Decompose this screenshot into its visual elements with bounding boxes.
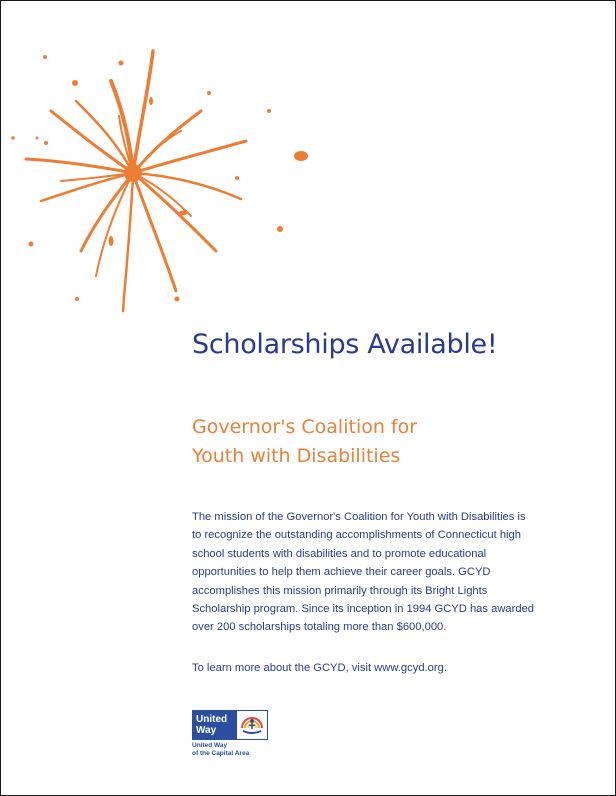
mission-line: school students with disabilities and to promote educational (192, 547, 487, 560)
organization-name-line-2: Youth with Disabilities (192, 445, 401, 467)
united-way-logo-box (192, 710, 268, 740)
united-way-subtitle (192, 742, 268, 757)
logo-word-way: Way (196, 725, 217, 736)
learn-more-text: To learn more about the GCYD, visit www.gcyd.org. (192, 662, 447, 674)
mission-line: opportunities to help them achieve their career goals. GCYD (192, 566, 491, 579)
logo-word-united: United (196, 714, 228, 725)
orange-splash-burst-graphic (1, 1, 361, 341)
mission-paragraph (192, 508, 535, 637)
logo-subtitle-line-2: of the Capital Area (192, 749, 250, 757)
mission-line: to recognize the outstanding accomplishments of Connecticut high (192, 529, 521, 542)
headline: Scholarships Available! (192, 329, 498, 360)
logo-subtitle-line-1: United Way (192, 742, 228, 749)
united-way-hand-rainbow-icon (237, 711, 267, 739)
united-way-logo (192, 710, 268, 757)
united-way-wordmark (193, 711, 237, 739)
organization-name (192, 413, 417, 471)
organization-name-line-1: Governor's Coalition for (192, 416, 418, 438)
mission-line: accomplishes this mission primarily through its Bright Lights (192, 584, 488, 597)
mission-line: over 200 scholarships totaling more than $600,000. (192, 621, 447, 634)
mission-line: Scholarship program. Since its inception in 1994 GCYD has awarded (192, 603, 535, 616)
mission-line: The mission of the Governor's Coalition for Youth with Disabilities is (192, 511, 526, 523)
